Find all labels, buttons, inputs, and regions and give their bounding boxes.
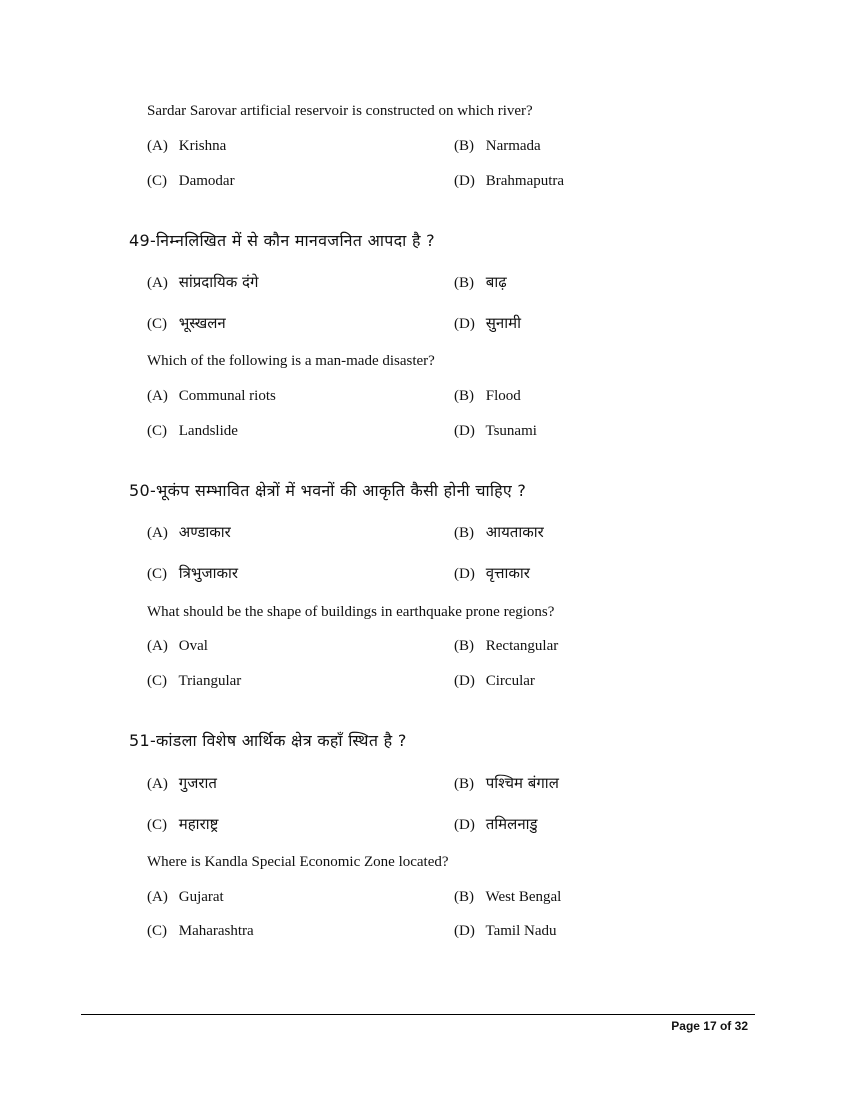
q49-option-a-en [147,386,276,406]
q49-option-d-hi [454,313,521,334]
q50-option-d-hi [454,563,530,584]
option-text: Brahmaputra [485,173,565,189]
option-text: आयताकार [485,523,544,541]
q50-question-hi: 50-भूकंप सम्भावित क्षेत्रों में भवनों की आकृति कैसी होनी चाहिए ? [129,481,527,500]
option-text: Gujarat [178,889,224,905]
q48-option-c-en [147,171,235,191]
option-text: त्रिभुजाकार [178,564,239,582]
q51-question-hi: 51-कांडला विशेष आर्थिक क्षेत्र कहाँ स्थित है ? [129,731,407,750]
q51-option-d-en [454,921,557,941]
q51-option-c-hi [147,814,218,835]
q50-option-a-en [147,636,208,656]
option-text: गुजरात [178,774,217,792]
q49-option-b-en [454,386,521,406]
option-text: सुनामी [485,314,521,332]
option-text: Landslide [178,423,238,439]
q51-option-a-en [147,887,224,907]
option-text: Narmada [485,138,541,154]
option-text: Rectangular [485,638,559,654]
option-label: (B) [454,388,474,404]
option-label: (D) [454,423,475,439]
option-label: (A) [147,776,168,792]
q50-option-c-hi [147,563,238,584]
option-text: Triangular [178,673,242,689]
option-text: तमिलनाडु [485,815,538,833]
q49-question-en: Which of the following is a man-made disaster? [147,353,435,369]
q49-option-a-hi [147,272,258,293]
option-text: बाढ़ [485,273,507,291]
page-number: Page 17 of 32 [671,1019,748,1033]
q49-option-c-hi [147,313,226,334]
option-text: Krishna [178,138,227,154]
option-label: (C) [147,423,167,439]
option-label: (B) [454,776,474,792]
q50-option-c-en [147,671,241,691]
option-text: Communal riots [178,388,276,404]
q51-option-b-en [454,887,561,907]
q51-option-d-hi [454,814,538,835]
q50-question-en: What should be the shape of buildings in earthquake prone regions? [147,604,555,620]
q50-option-d-en [454,671,535,691]
option-label: (B) [454,275,474,291]
q51-option-a-hi [147,773,217,794]
option-label: (A) [147,889,168,905]
option-text: Damodar [178,173,235,189]
option-label: (B) [454,638,474,654]
option-text: Flood [485,388,521,404]
q50-option-a-hi [147,522,231,543]
option-label: (A) [147,388,168,404]
option-label: (B) [454,889,474,905]
option-label: (B) [454,525,474,541]
option-label: (C) [147,817,167,833]
q51-option-b-hi [454,773,559,794]
option-text: Tamil Nadu [485,923,557,939]
q50-option-b-hi [454,522,544,543]
q51-question-en: Where is Kandla Special Economic Zone located? [147,854,449,870]
option-label: (C) [147,316,167,332]
option-label: (C) [147,173,167,189]
option-label: (A) [147,525,168,541]
q49-option-d-en [454,421,537,441]
option-label: (C) [147,673,167,689]
option-label: (A) [147,638,168,654]
option-label: (C) [147,566,167,582]
option-label: (D) [454,673,475,689]
option-label: (D) [454,173,475,189]
option-text: Oval [178,638,208,654]
option-text: भूस्खलन [178,314,226,332]
option-text: अण्डाकार [178,523,231,541]
footer-divider [81,1014,755,1015]
option-text: Circular [485,673,535,689]
option-label: (A) [147,275,168,291]
option-label: (B) [454,138,474,154]
option-text: वृत्ताकार [485,564,530,582]
q49-option-c-en [147,421,238,441]
option-label: (A) [147,138,168,154]
option-text: सांप्रदायिक दंगे [178,273,259,291]
q48-option-b-en [454,136,541,156]
q48-question-en: Sardar Sarovar artificial reservoir is constructed on which river? [147,103,533,119]
option-text: West Bengal [485,889,562,905]
q50-option-b-en [454,636,558,656]
q48-option-d-en [454,171,564,191]
option-label: (D) [454,566,475,582]
option-text: महाराष्ट्र [178,815,219,833]
option-label: (C) [147,923,167,939]
q49-question-hi: 49-निम्नलिखित में से कौन मानवजनित आपदा है ? [129,231,435,250]
q51-option-c-en [147,921,254,941]
q48-option-a-en [147,136,226,156]
option-label: (D) [454,316,475,332]
option-label: (D) [454,923,475,939]
option-label: (D) [454,817,475,833]
option-text: Maharashtra [178,923,254,939]
option-text: पश्चिम बंगाल [485,774,559,792]
q49-option-b-hi [454,272,507,293]
option-text: Tsunami [485,423,537,439]
